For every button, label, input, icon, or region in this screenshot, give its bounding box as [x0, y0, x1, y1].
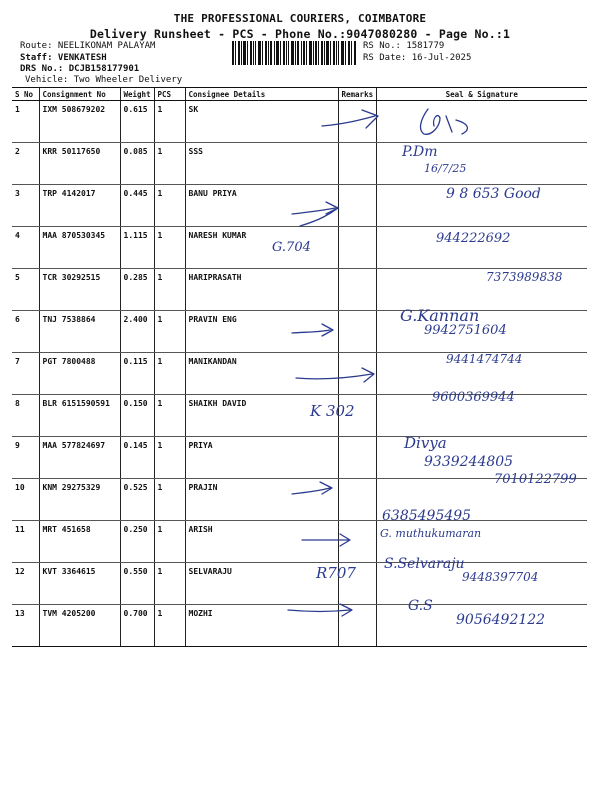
- cell-consignment: TNJ 7538864: [39, 311, 120, 353]
- cell-consignee: ARISH: [185, 521, 338, 563]
- cell-remarks: [338, 185, 376, 227]
- cell-sno: 11: [12, 521, 39, 563]
- cell-signature: [376, 101, 587, 143]
- cell-pcs: 1: [154, 563, 185, 605]
- cell-consignment: KNM 29275329: [39, 479, 120, 521]
- hw-name-row6: G.Kannan: [400, 306, 480, 325]
- cell-sno: 6: [12, 311, 39, 353]
- cell-consignee: SELVARAJU: [185, 563, 338, 605]
- cell-weight: 0.115: [120, 353, 154, 395]
- cell-pcs: 1: [154, 101, 185, 143]
- col-header-consignment: Consignment No: [39, 88, 120, 101]
- cell-consignee: PRAVIN ENG: [185, 311, 338, 353]
- cell-weight: 0.700: [120, 605, 154, 647]
- rs-number: RS No.: 1581779: [363, 41, 445, 51]
- cell-pcs: 1: [154, 521, 185, 563]
- col-header-consignee: Consignee Details: [185, 88, 338, 101]
- hw-phone-row7: 9441474744: [446, 352, 523, 366]
- cell-weight: 0.150: [120, 395, 154, 437]
- col-header-signature: Seal & Signature: [376, 88, 587, 101]
- cell-weight: 0.550: [120, 563, 154, 605]
- hw-phone-row9: 9339244805: [424, 454, 514, 470]
- table-body: [12, 101, 587, 647]
- cell-weight: 0.085: [120, 143, 154, 185]
- hw-date-row2: 16/7/25: [424, 162, 467, 175]
- cell-consignee: PRAJIN: [185, 479, 338, 521]
- cell-remarks: [338, 269, 376, 311]
- cell-sno: 4: [12, 227, 39, 269]
- barcode-image: [232, 41, 357, 65]
- cell-remarks: [338, 521, 376, 563]
- cell-weight: 0.445: [120, 185, 154, 227]
- col-header-remarks: Remarks: [338, 88, 376, 101]
- cell-pcs: 1: [154, 269, 185, 311]
- cell-consignment: KRR 50117650: [39, 143, 120, 185]
- cell-sno: 3: [12, 185, 39, 227]
- cell-consignee: MOZHI: [185, 605, 338, 647]
- runsheet-table: [12, 87, 587, 647]
- hw-name-row11: G. muthukumaran: [380, 527, 482, 540]
- cell-consignment: KVT 3364615: [39, 563, 120, 605]
- col-header-weight: Weight: [120, 88, 154, 101]
- cell-pcs: 1: [154, 353, 185, 395]
- cell-consignment: PGT 7800488: [39, 353, 120, 395]
- cell-remarks: [338, 605, 376, 647]
- drs-number: DRS No.: DCJB158177901: [20, 64, 140, 74]
- cell-sno: 9: [12, 437, 39, 479]
- cell-sno: 13: [12, 605, 39, 647]
- cell-pcs: 1: [154, 395, 185, 437]
- cell-remarks: [338, 311, 376, 353]
- cell-sno: 2: [12, 143, 39, 185]
- hw-name-row12: S.Selvaraju: [384, 556, 465, 572]
- cell-consignment: IXM 508679202: [39, 101, 120, 143]
- table-header-row: [12, 88, 587, 101]
- staff-label: Staff: VENKATESH: [20, 53, 107, 63]
- cell-remarks: [338, 227, 376, 269]
- cell-remarks: [338, 437, 376, 479]
- hw-remark-row4: G.704: [272, 240, 311, 255]
- cell-consignment: MAA 577824697: [39, 437, 120, 479]
- hw-remark-row12: R707: [316, 564, 356, 582]
- cell-consignee: SK: [185, 101, 338, 143]
- hw-remark-row8: K 302: [310, 402, 355, 420]
- hw-phone-row3: 9 8 653 Good: [446, 186, 541, 202]
- cell-weight: 1.115: [120, 227, 154, 269]
- cell-weight: 2.400: [120, 311, 154, 353]
- cell-remarks: [338, 353, 376, 395]
- cell-remarks: [338, 101, 376, 143]
- cell-remarks: [338, 479, 376, 521]
- rs-date: RS Date: 16-Jul-2025: [363, 53, 472, 63]
- cell-pcs: 1: [154, 311, 185, 353]
- cell-pcs: 1: [154, 479, 185, 521]
- runsheet-subtitle: Delivery Runsheet - PCS - Phone No.:9047080280 - Page No.:1: [89, 27, 511, 41]
- cell-sno: 7: [12, 353, 39, 395]
- hw-name-row9: Divya: [404, 434, 447, 452]
- col-header-pcs: PCS: [154, 88, 185, 101]
- cell-sno: 8: [12, 395, 39, 437]
- hw-signature-row2: P.Dm: [402, 144, 438, 160]
- cell-consignee: NARESH KUMAR: [185, 227, 338, 269]
- company-title: THE PROFESSIONAL COURIERS, COIMBATORE: [173, 12, 427, 25]
- cell-consignee: BANU PRIYA: [185, 185, 338, 227]
- cell-consignment: BLR 6151590591: [39, 395, 120, 437]
- hw-phone-row10: 7010122799: [494, 472, 577, 487]
- cell-weight: 0.145: [120, 437, 154, 479]
- cell-weight: 0.250: [120, 521, 154, 563]
- table-row: [12, 521, 587, 563]
- hw-signature-row13: G.S: [408, 598, 433, 614]
- hw-phone-row4: 944222692: [436, 231, 511, 246]
- cell-consignee: SSS: [185, 143, 338, 185]
- cell-pcs: 1: [154, 605, 185, 647]
- cell-sno: 12: [12, 563, 39, 605]
- cell-weight: 0.285: [120, 269, 154, 311]
- hw-phone-row5: 7373989838: [486, 270, 563, 284]
- cell-pcs: 1: [154, 185, 185, 227]
- vehicle-label: Vehicle: Two Wheeler Delivery: [25, 75, 183, 85]
- hw-phone-row8: 9600369944: [432, 390, 515, 405]
- cell-pcs: 1: [154, 227, 185, 269]
- col-header-sno: S No: [12, 88, 39, 101]
- cell-consignee: HARIPRASATH: [185, 269, 338, 311]
- cell-consignment: MAA 870530345: [39, 227, 120, 269]
- hw-phone-row11: 6385495495: [382, 508, 472, 524]
- cell-weight: 0.615: [120, 101, 154, 143]
- cell-consignment: MRT 451658: [39, 521, 120, 563]
- hw-phone-row13: 9056492122: [456, 612, 546, 628]
- cell-pcs: 1: [154, 143, 185, 185]
- cell-consignee: PRIYA: [185, 437, 338, 479]
- table-row: [12, 143, 587, 185]
- hw-phone-row12: 9448397704: [462, 570, 539, 584]
- cell-consignment: TRP 4142017: [39, 185, 120, 227]
- table-row: [12, 101, 587, 143]
- hw-phone-row6: 9942751604: [424, 323, 507, 338]
- cell-remarks: [338, 143, 376, 185]
- cell-pcs: 1: [154, 437, 185, 479]
- cell-consignment: TCR 30292515: [39, 269, 120, 311]
- cell-sno: 5: [12, 269, 39, 311]
- cell-consignee: SHAIKH DAVID: [185, 395, 338, 437]
- route-label: Route: NEELIKONAM PALAYAM: [20, 41, 156, 51]
- cell-sno: 10: [12, 479, 39, 521]
- cell-consignment: TVM 4205200: [39, 605, 120, 647]
- cell-sno: 1: [12, 101, 39, 143]
- cell-consignee: MANIKANDAN: [185, 353, 338, 395]
- cell-weight: 0.525: [120, 479, 154, 521]
